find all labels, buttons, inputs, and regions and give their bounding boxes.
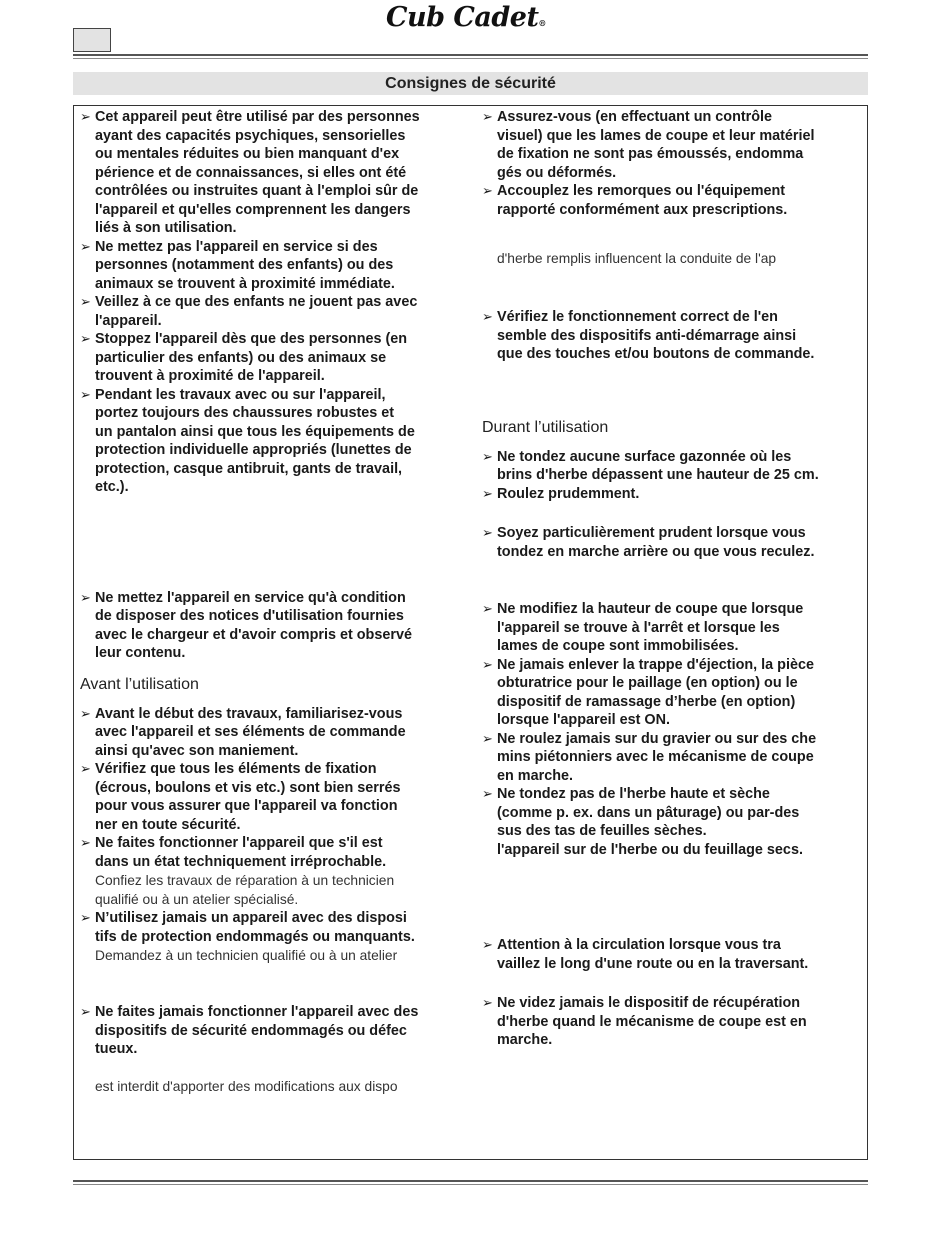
note-text: est interdit d'apporter des modifications aux dispo [95,1078,398,1094]
list-item: ➢ Attention à la circulation lorsque vous tra vaillez le long d'une route ou en la traversant. [482,937,809,972]
footer-rule-thin [73,1184,868,1185]
note-text: Confiez les travaux de réparation à un technicien qualifié ou à un atelier spécialisé. [95,873,395,907]
list-item: ➢ Ne faites jamais fonctionner l'appareil avec des dispositifs de sécurité endommagés ou défec tueux. [80,1004,419,1057]
list-item: ➢ Avant le début des travaux, familiarisez-vous avec l'appareil et ses éléments de commande ainsi qu'avec son maniement. [80,705,406,759]
brand-logo: Cub Cadet® [386,2,546,33]
arrow-bullet-icon: ➢ [482,309,493,324]
list-item: ➢ Veillez à ce que des enfants ne jouent pas avec l'appareil. [80,294,418,329]
header-rule-thin [73,58,868,59]
page-number-box [73,28,111,52]
list-item: ➢ Roulez prudemment. [482,485,640,502]
arrow-bullet-icon: ➢ [482,448,493,464]
note-text: d'herbe remplis influencent la conduite de l'ap [497,251,777,266]
list-item: ➢ Ne mettez l'appareil en service qu'à condition de disposer des notices d'utilisation fournies avec le chargeur et d'avoir compris et observé leur contenu. [80,589,412,661]
list-item: ➢ N’utilisez jamais un appareil avec des disposi tifs de protection endommagés ou manquants. [80,910,415,945]
header-rule [73,54,868,56]
arrow-bullet-icon: ➢ [80,835,91,850]
section-title: Consignes de sécurité [73,72,868,95]
arrow-bullet-icon: ➢ [80,761,91,776]
arrow-bullet-icon: ➢ [80,705,91,721]
list-item: ➢ Ne tondez pas de l'herbe haute et sèche (comme p. ex. dans un pâturage) ou par-des sus des tas de feuilles sèches. l'appareil sur de l'herbe ou du feuillage secs. [482,786,803,858]
right-column [482,108,867,1050]
list-item: ➢ Stoppez l'appareil dès que des personnes (en particulier des enfants) ou des animaux se trouvent à proximité de l'appareil. [80,331,408,384]
heading-before-use: Avant l’utilisation [80,675,199,693]
arrow-bullet-icon: ➢ [482,601,493,616]
arrow-bullet-icon: ➢ [80,109,91,124]
list-item: ➢ Cet appareil peut être utilisé par des personnes ayant des capacités psychiques, sensorielles ou mentales réduites ou bien manquant d'ex périence et de connaissances, si elles ont été contrôlées ou instruites quant à l'emploi sûr de l'appareil et qu'elles comprennent les dangers liés à son utilisation. [80,109,420,236]
list-item: ➢ Vérifiez que tous les éléments de fixation (écrous, boulons et vis etc.) sont bien serrés pour vous assurer que l'appareil va fonction ner en toute sécurité. [80,761,401,833]
left-column [80,108,465,1096]
arrow-bullet-icon: ➢ [80,386,91,402]
list-item: ➢ Accouplez les remorques ou l'équipement rapporté conformément aux prescriptions. [482,183,788,218]
list-item: ➢ Ne modifiez la hauteur de coupe que lorsque l'appareil se trouve à l'arrêt et lorsque les lames de coupe sont immobilisées. [482,601,804,654]
arrow-bullet-icon: ➢ [482,109,493,124]
note-text: Demandez à un technicien qualifié ou à un atelier [95,948,398,963]
arrow-bullet-icon: ➢ [80,238,91,254]
list-item: ➢ Pendant les travaux avec ou sur l'appareil, portez toujours des chaussures robustes et un pantalon ainsi que tous les équipements de protection individuelle appropriés (lunettes de protection, casque antibruit, gants de travail, etc.). [80,386,415,495]
arrow-bullet-icon: ➢ [482,937,493,952]
arrow-bullet-icon: ➢ [482,656,493,672]
list-item: ➢ Soyez particulièrement prudent lorsque vous tondez en marche arrière ou que vous reculez. [482,525,815,560]
arrow-bullet-icon: ➢ [80,331,91,346]
list-item: ➢ Ne tondez aucune surface gazonnée où les brins d'herbe dépassent une hauteur de 25 cm. [482,448,819,483]
list-item: ➢ Vérifiez le fonctionnement correct de l'en semble des dispositifs anti-démarrage ainsi que des touches et/ou boutons de commande. [482,309,815,362]
arrow-bullet-icon: ➢ [80,910,91,925]
arrow-bullet-icon: ➢ [482,995,493,1010]
list-item: ➢ Ne mettez pas l'appareil en service si des personnes (notamment des enfants) ou des animaux se trouvent à proximité immédiate. [80,238,395,292]
arrow-bullet-icon: ➢ [80,1004,91,1019]
arrow-bullet-icon: ➢ [80,589,91,605]
arrow-bullet-icon: ➢ [482,183,493,198]
arrow-bullet-icon: ➢ [80,294,91,309]
heading-during-use: Durant l’utilisation [482,418,609,436]
footer-rule [73,1180,868,1182]
arrow-bullet-icon: ➢ [482,786,493,801]
arrow-bullet-icon: ➢ [482,730,493,746]
list-item: ➢ Ne jamais enlever la trappe d'éjection, la pièce obturatrice pour le paillage (en option) ou le dispositif de ramassage d’herbe (en option) lorsque l'appareil est ON. [482,656,814,728]
arrow-bullet-icon: ➢ [482,485,493,501]
list-item: ➢ Assurez-vous (en effectuant un contrôle visuel) que les lames de coupe et leur matériel de fixation ne sont pas émoussés, endomma gés ou déformés. [482,109,815,181]
list-item: ➢ Ne roulez jamais sur du gravier ou sur des che mins piétonniers avec le mécanisme de coupe en marche. [482,730,817,784]
list-item: ➢ Ne faites fonctionner l'appareil que s'il est dans un état techniquement irréprochable. [80,835,387,870]
arrow-bullet-icon: ➢ [482,525,493,540]
list-item: ➢ Ne videz jamais le dispositif de récupération d'herbe quand le mécanisme de coupe est en marche. [482,995,807,1048]
